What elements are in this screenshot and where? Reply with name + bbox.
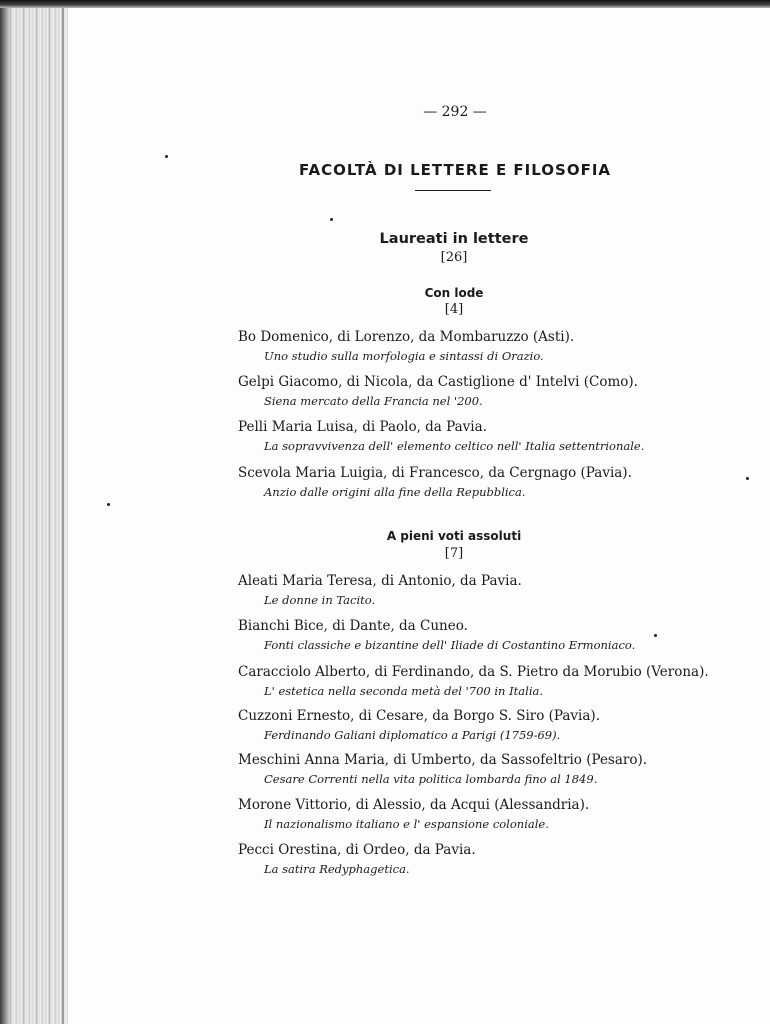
- thesis-title: Cesare Correnti nella vita politica lombarda fino al 1849.: [264, 772, 598, 786]
- list-item: [238, 797, 589, 831]
- list-item: [238, 419, 644, 453]
- thesis-title: Fonti classiche e bizantine dell' Iliade di Costantino Ermoniaco.: [264, 638, 636, 652]
- pieni-voti-title: A pieni voti assoluti: [386, 529, 522, 543]
- list-item: [238, 573, 522, 607]
- graduate-name: Cuzzoni Ernesto, di Cesare, da Borgo S. Siro (Pavia).: [238, 708, 600, 724]
- binding-fold-line: [62, 0, 64, 1024]
- list-item: [238, 752, 647, 786]
- thesis-title: Le donne in Tacito.: [264, 593, 376, 607]
- con-lode-count: [4]: [444, 302, 464, 317]
- scan-speck: [165, 155, 168, 158]
- thesis-title: Anzio dalle origini alla fine della Repubblica.: [264, 485, 526, 499]
- con-lode-title: Con lode: [424, 286, 484, 300]
- list-item: [238, 708, 600, 742]
- list-item: [238, 465, 632, 499]
- thesis-title: Ferdinando Galiani diplomatico a Parigi (1759-69).: [264, 728, 561, 742]
- section-title: Laureati in lettere: [379, 231, 529, 247]
- binding-shadow: [0, 0, 10, 1024]
- list-item: [238, 664, 709, 698]
- graduate-name: Gelpi Giacomo, di Nicola, da Castiglione d' Intelvi (Como).: [238, 374, 638, 390]
- thesis-title: Il nazionalismo italiano e l' espansione coloniale.: [264, 817, 549, 831]
- graduate-name: Meschini Anna Maria, di Umberto, da Sassofeltrio (Pesaro).: [238, 752, 648, 768]
- section-count: [26]: [440, 250, 468, 265]
- graduate-name: Caracciolo Alberto, di Ferdinando, da S. Pietro da Morubio (Verona).: [238, 664, 709, 680]
- graduate-name: Pecci Orestina, di Ordeo, da Pavia.: [238, 842, 476, 858]
- faculty-title: FACOLTÀ DI LETTERE E FILOSOFIA: [298, 161, 612, 179]
- graduate-name: Pelli Maria Luisa, di Paolo, da Pavia.: [238, 419, 487, 435]
- graduate-name: Scevola Maria Luigia, di Francesco, da Cergnago (Pavia).: [238, 465, 632, 481]
- list-item: [238, 618, 635, 652]
- graduate-name: Bo Domenico, di Lorenzo, da Mombaruzzo (Asti).: [238, 329, 575, 345]
- list-item: [238, 329, 574, 363]
- graduate-name: Bianchi Bice, di Dante, da Cuneo.: [238, 618, 468, 634]
- scan-top-edge: [0, 0, 770, 8]
- title-divider: [415, 190, 491, 191]
- thesis-title: Uno studio sulla morfologia e sintassi di Orazio.: [264, 349, 544, 363]
- book-binding-edge: [0, 0, 68, 1024]
- thesis-title: La satira Redyphagetica.: [264, 862, 410, 876]
- graduate-name: Aleati Maria Teresa, di Antonio, da Pavia.: [238, 573, 522, 589]
- thesis-title: Siena mercato della Francia nel '200.: [264, 394, 483, 408]
- scan-speck: [654, 634, 657, 637]
- page-number: — 292 —: [423, 104, 487, 120]
- list-item: [238, 842, 476, 876]
- scan-speck: [746, 477, 749, 480]
- graduate-name: Morone Vittorio, di Alessio, da Acqui (Alessandria).: [238, 797, 590, 813]
- thesis-title: L' estetica nella seconda metà del '700 in Italia.: [264, 684, 544, 698]
- thesis-title: La sopravvivenza dell' elemento celtico nell' Italia settentrionale.: [264, 439, 645, 453]
- pieni-voti-count: [7]: [444, 546, 464, 561]
- scan-speck: [330, 218, 333, 221]
- scan-speck: [107, 503, 110, 506]
- list-item: [238, 374, 638, 408]
